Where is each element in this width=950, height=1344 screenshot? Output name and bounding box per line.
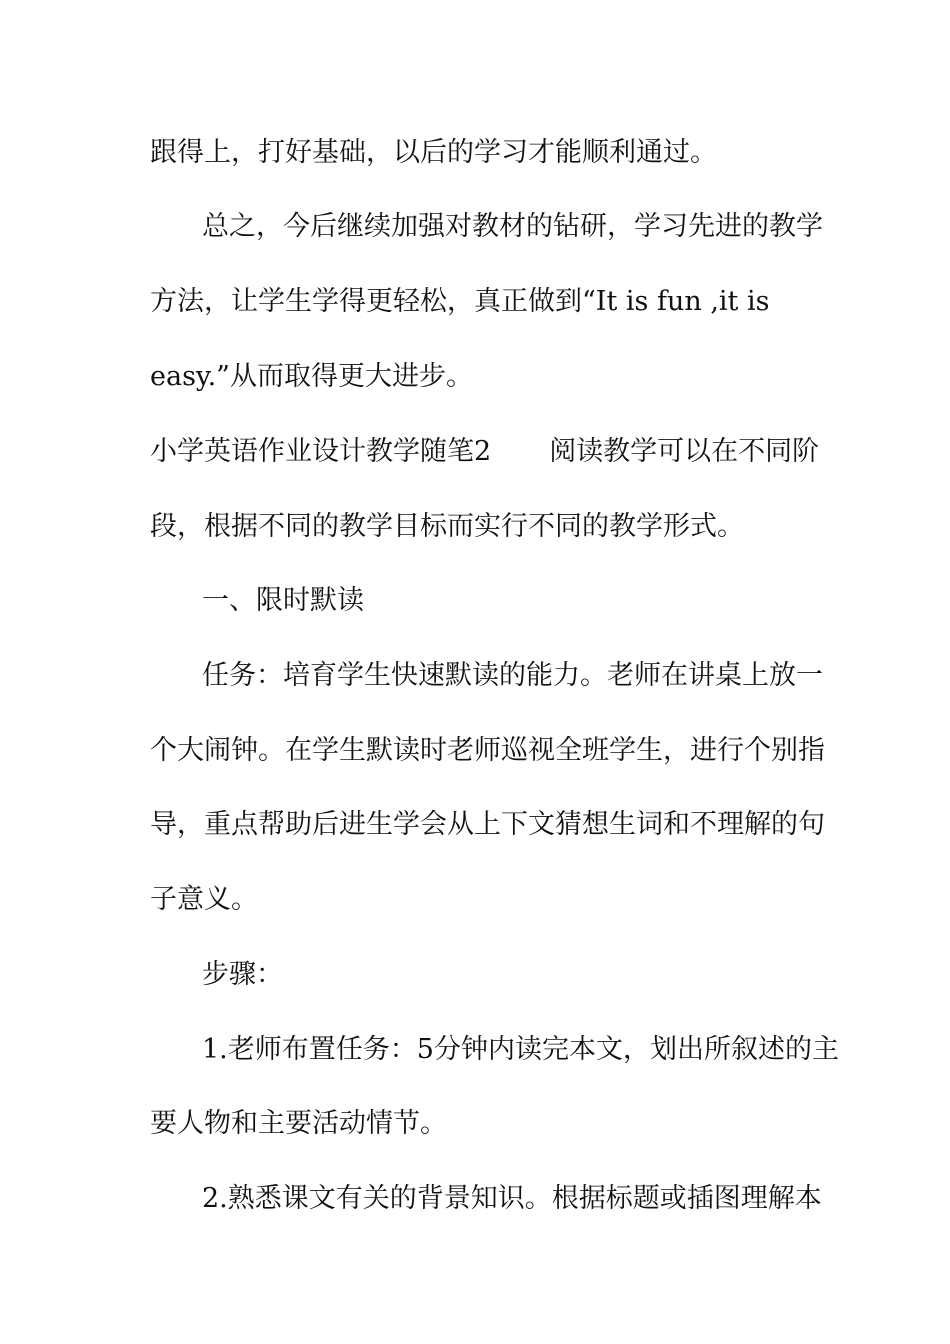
section-heading-line bbox=[150, 435, 819, 469]
paragraph-line: easy.”从而取得更大进步。 bbox=[150, 361, 473, 392]
paragraph-line: 任务：培育学生快速默读的能力。老师在讲桌上放一 bbox=[202, 660, 823, 691]
paragraph-line: 1.老师布置任务：5分钟内读完本文，划出所叙述的主 bbox=[202, 1034, 839, 1065]
paragraph-line: 方法，让学生学得更轻松，真正做到“It is fun ,it is bbox=[150, 286, 770, 317]
paragraph-line: 2.熟悉课文有关的背景知识。根据标题或插图理解本 bbox=[202, 1183, 822, 1214]
paragraph-line: 跟得上，打好基础，以后的学习才能顺利通过。 bbox=[150, 137, 717, 168]
paragraph-line: 导，重点帮助后进生学会从上下文猜想生词和不理解的句 bbox=[150, 809, 825, 840]
paragraph-line: 子意义。 bbox=[150, 884, 258, 915]
paragraph-line: 个大闹钟。在学生默读时老师巡视全班学生，进行个别指 bbox=[150, 735, 825, 766]
paragraph-text: 阅读教学可以在不同阶 bbox=[549, 436, 820, 467]
paragraph-line: 步骤： bbox=[202, 959, 283, 990]
paragraph-line: 总之，今后继续加强对教材的钻研，学习先进的教学 bbox=[202, 211, 823, 242]
paragraph-line: 要人物和主要活动情节。 bbox=[150, 1108, 447, 1139]
paragraph-line: 段，根据不同的教学目标而实行不同的教学形式。 bbox=[150, 511, 744, 542]
subheading-line: 一、限时默读 bbox=[202, 585, 364, 616]
section-title: 小学英语作业设计教学随笔2 bbox=[150, 436, 492, 467]
